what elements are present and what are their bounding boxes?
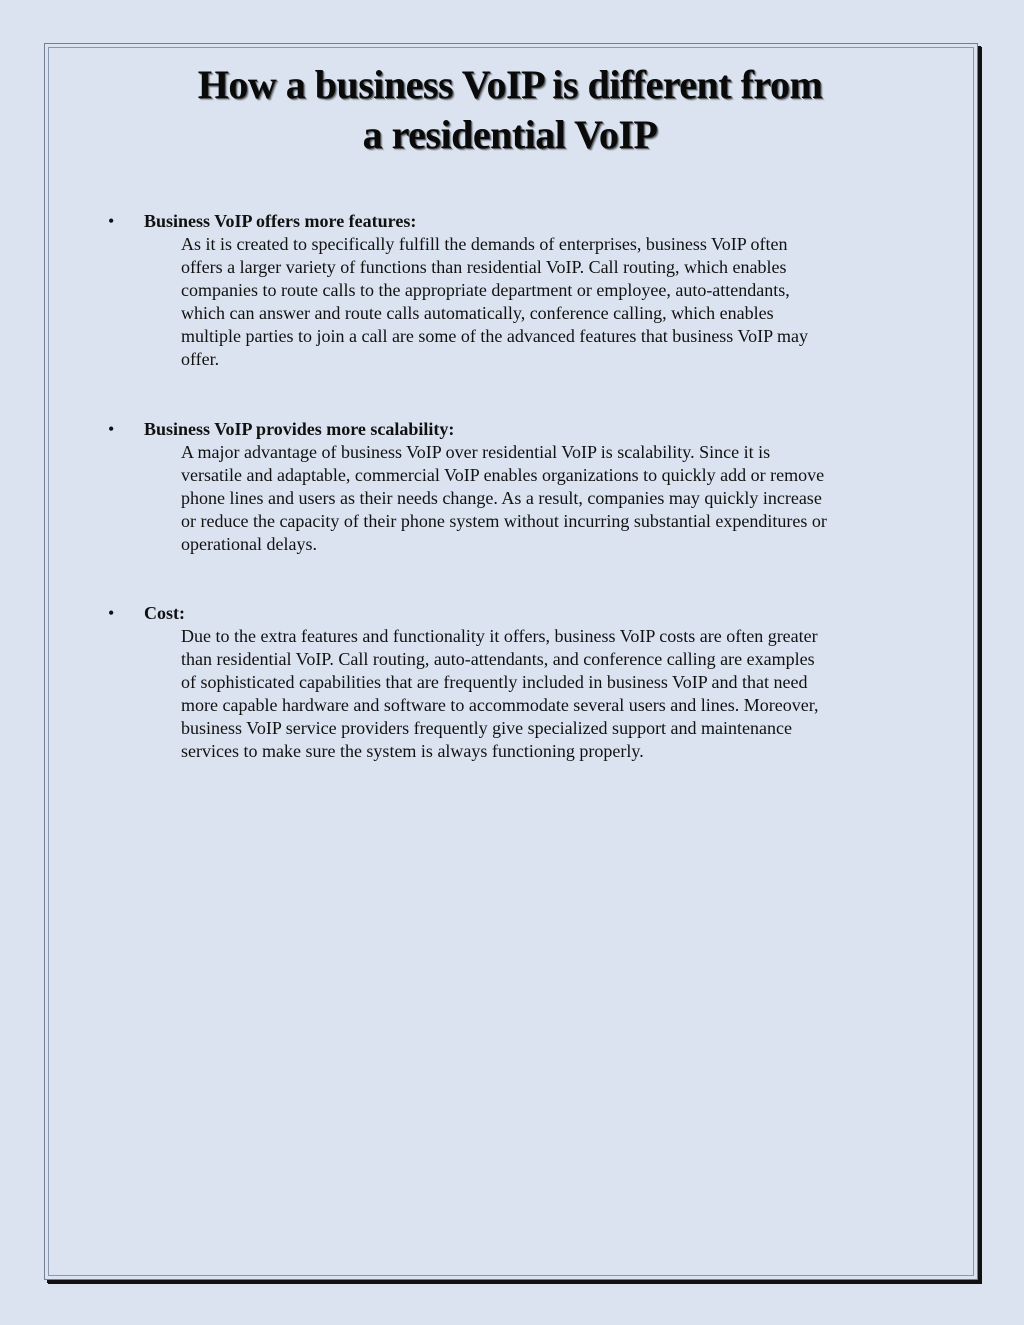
body-line: than residential VoIP. Call routing, auto-attendants, and conference calling are examples [181,649,815,669]
bullet-icon: • [108,603,115,623]
section-body [181,233,907,371]
body-line: phone lines and users as their needs change. As a result, companies may quickly increase [181,488,822,508]
body-line: As it is created to specifically fulfill the demands of enterprises, business VoIP often [181,234,788,254]
body-line: Due to the extra features and functionality it offers, business VoIP costs are often greater [181,626,818,646]
section-body [181,441,907,556]
body-line: services to make sure the system is always functioning properly. [181,741,644,761]
body-line: of sophisticated capabilities that are frequently included in business VoIP and that need [181,672,808,692]
body-line: business VoIP service providers frequently give specialized support and maintenance [181,718,792,738]
body-line: offer. [181,349,220,369]
body-line: or reduce the capacity of their phone system without incurring substantial expenditures or [181,511,827,531]
body-line: multiple parties to join a call are some of the advanced features that business VoIP may [181,326,808,346]
body-line: A major advantage of business VoIP over residential VoIP is scalability. Since it is [181,442,771,462]
body-line: operational delays. [181,534,317,554]
page-title [60,60,960,160]
body-line: versatile and adaptable, commercial VoIP enables organizations to quickly add or remove [181,465,825,485]
body-line: offers a larger variety of functions than residential VoIP. Call routing, which enables [181,257,787,277]
bullet-icon: • [108,419,115,439]
bullet-icon: • [108,211,115,231]
section-heading: Business VoIP provides more scalability: [144,419,455,439]
section-heading: Business VoIP offers more features: [144,211,417,231]
section-heading: Cost: [144,603,185,623]
title-line: How a business VoIP is different from [197,62,823,107]
body-line: which can answer and route calls automatically, conference calling, which enables [181,303,774,323]
body-line: companies to route calls to the appropriate department or employee, auto-attendants, [181,280,790,300]
section-body [181,625,907,763]
body-line: more capable hardware and software to accommodate several users and lines. Moreover, [181,695,819,715]
title-line: a residential VoIP [362,112,658,157]
